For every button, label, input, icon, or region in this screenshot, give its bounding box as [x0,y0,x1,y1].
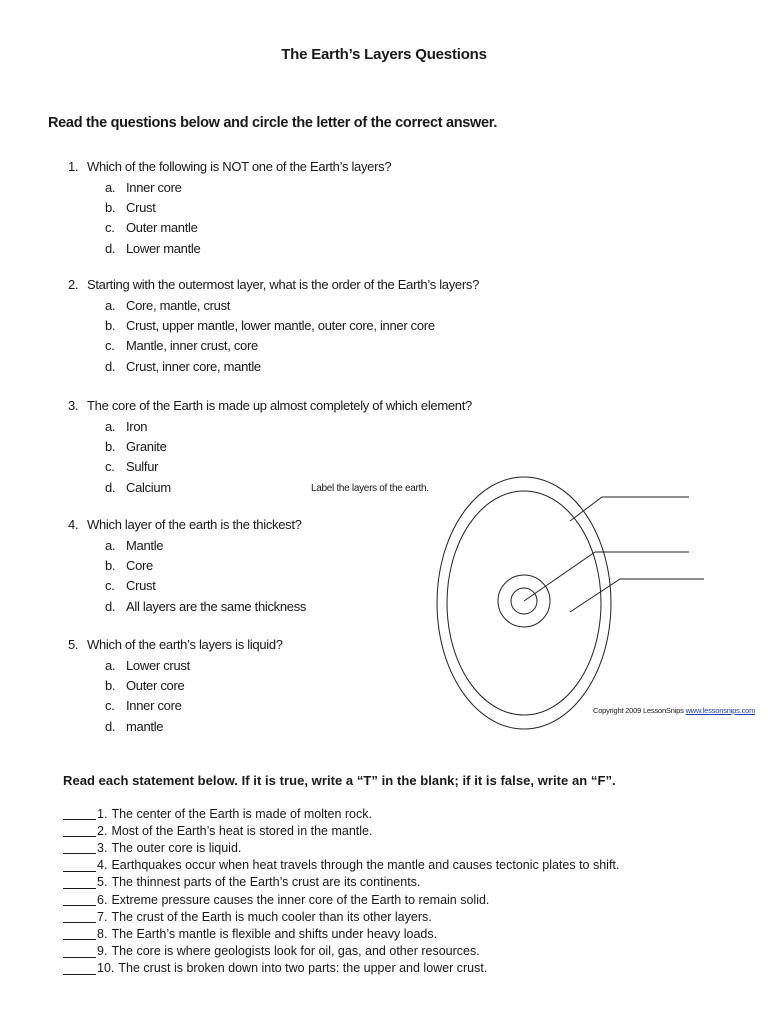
question-text: Which layer of the earth is the thickest? [87,516,302,532]
option-text: Lower mantle [126,240,201,256]
statement-row [63,805,619,822]
option-letter: c. [105,698,115,714]
statement-text: The crust of the Earth is much cooler than its other layers. [111,909,432,924]
option-letter: a. [105,537,116,553]
answer-option[interactable] [68,218,391,238]
statement-row [63,925,619,942]
statement-number: 2. [97,823,108,838]
question-text: Which of the earth’s layers is liquid? [87,636,283,652]
question-text: Which of the following is NOT one of the Earth’s layers? [87,158,392,174]
statement-number: 4. [97,858,108,873]
question-number: 2. [68,276,79,292]
statement-row [63,822,619,839]
option-text: Crust [126,199,156,215]
answer-option[interactable] [68,416,472,436]
answer-option[interactable] [68,295,479,315]
copyright-notice [593,706,755,715]
statement-text: Most of the Earth’s heat is stored in the mantle. [111,823,373,838]
statement-row [63,857,619,874]
copyright-text: Copyright 2009 LessonSnips [593,706,686,715]
option-letter: c. [105,338,115,354]
answer-blank[interactable] [63,841,96,854]
option-letter: a. [105,297,116,313]
option-text: Outer mantle [126,220,198,236]
answer-option[interactable] [68,336,479,356]
question-4 [68,514,306,616]
statement-text: The crust is broken down into two parts: the upper and lower crust. [118,961,488,976]
option-letter: a. [105,418,116,434]
copyright-link[interactable]: www.lessonsnips.com [685,706,756,715]
statement-number: 6. [97,892,108,907]
option-letter: d. [105,479,116,495]
option-letter: d. [105,598,116,614]
statement-text: The center of the Earth is made of molten rock. [111,806,372,821]
answer-option[interactable] [68,696,283,716]
answer-blank[interactable] [63,807,96,820]
option-letter: c. [105,459,115,475]
option-text: Sulfur [126,459,159,475]
statement-text: Earthquakes occur when heat travels through the mantle and causes tectonic plates to shift. [111,858,620,873]
statement-number: 5. [97,875,108,890]
answer-blank[interactable] [63,945,96,958]
statement-row [63,839,619,856]
true-false-list [63,805,619,977]
statement-text: Extreme pressure causes the inner core of the Earth to remain solid. [111,892,490,907]
answer-option[interactable] [68,716,283,736]
answer-option[interactable] [68,197,391,217]
answer-option[interactable] [68,436,472,456]
question-text: The core of the Earth is made up almost completely of which element? [87,397,472,413]
question-2 [68,274,479,376]
answer-option[interactable] [68,356,479,376]
question-5 [68,634,283,736]
option-letter: b. [105,438,116,454]
crust-outline [437,477,611,729]
option-letter: d. [105,718,116,734]
answer-option[interactable] [68,315,479,335]
option-letter: a. [105,179,116,195]
option-text: Lower crust [126,657,190,673]
option-letter: b. [105,677,116,693]
question-text: Starting with the outermost layer, what is the order of the Earth’s layers? [87,276,480,292]
answer-option[interactable] [68,596,306,616]
answer-blank[interactable] [63,962,96,975]
option-text: Outer core [126,677,185,693]
statement-number: 9. [97,944,108,959]
option-text: Granite [126,438,167,454]
diagram-caption: Label the layers of the earth. [311,483,429,494]
option-text: Mantle [126,537,164,553]
option-letter: b. [105,317,116,333]
leader-line-mantle [570,579,704,612]
true-false-instructions: Read each statement below. If it is true, write a “T” in the blank; if it is false, write an “F”. [63,773,616,788]
statement-number: 7. [97,909,108,924]
option-text: Core, mantle, crust [126,297,231,313]
answer-option[interactable] [68,535,306,555]
statement-row [63,874,619,891]
answer-blank[interactable] [63,893,96,906]
answer-blank[interactable] [63,927,96,940]
question-number: 3. [68,397,79,413]
question-1 [68,156,391,258]
statement-number: 3. [97,840,108,855]
option-text: Calcium [126,479,171,495]
option-text: Iron [126,418,148,434]
statement-number: 8. [97,926,108,941]
answer-option[interactable] [68,655,283,675]
page-title: The Earth’s Layers Questions [281,46,487,63]
option-letter: b. [105,557,116,573]
question-3 [68,395,472,497]
statement-row [63,891,619,908]
option-letter: c. [105,578,115,594]
option-text: Crust, inner core, mantle [126,358,261,374]
statement-text: The outer core is liquid. [111,840,242,855]
option-letter: d. [105,358,116,374]
option-text: Inner core [126,179,182,195]
question-number: 5. [68,636,79,652]
answer-option[interactable] [68,177,391,197]
option-text: Inner core [126,698,182,714]
answer-option[interactable] [68,238,391,258]
question-number: 1. [68,158,79,174]
statement-number: 1. [97,806,108,821]
statement-text: The Earth’s mantle is flexible and shifts under heavy loads. [111,926,438,941]
option-letter: c. [105,220,115,236]
answer-blank[interactable] [63,859,96,872]
option-letter: a. [105,657,116,673]
option-text: Mantle, inner crust, core [126,338,258,354]
statement-text: The thinnest parts of the Earth’s crust are its continents. [111,875,421,890]
option-text: Crust, upper mantle, lower mantle, outer core, inner core [126,317,435,333]
statement-number: 10. [97,961,115,976]
option-letter: b. [105,199,116,215]
statement-row [63,960,619,977]
answer-option[interactable] [68,675,283,695]
statement-text: The core is where geologists look for oil, gas, and other resources. [111,944,480,959]
statement-row [63,908,619,925]
earth-layers-diagram [420,475,710,737]
answer-blank[interactable] [63,876,96,889]
answer-option[interactable] [68,576,306,596]
answer-blank[interactable] [63,824,96,837]
answer-blank[interactable] [63,910,96,923]
option-text: mantle [126,718,164,734]
instructions: Read the questions below and circle the letter of the correct answer. [48,115,498,131]
option-text: Crust [126,578,156,594]
question-number: 4. [68,516,79,532]
answer-option[interactable] [68,457,472,477]
option-text: All layers are the same thickness [126,598,307,614]
option-letter: d. [105,240,116,256]
answer-option[interactable] [68,555,306,575]
option-text: Core [126,557,153,573]
statement-row [63,943,619,960]
mantle-outline [447,491,601,715]
